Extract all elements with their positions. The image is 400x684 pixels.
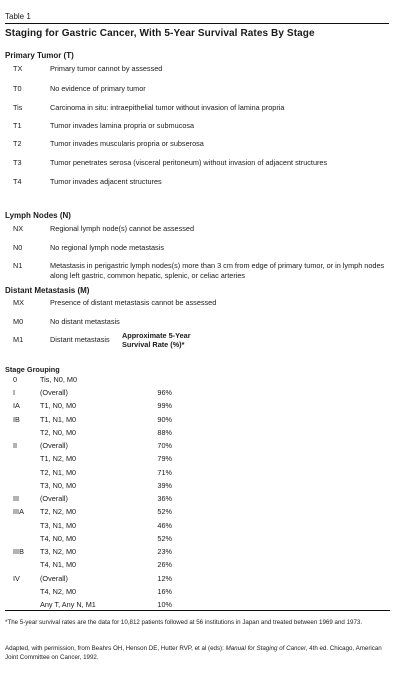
category-description: Tumor penetrates serosa (visceral peritoneum) without invasion of adjacent structures — [50, 158, 328, 167]
survival-rate: 16% — [157, 587, 172, 596]
category-code: Tis — [13, 103, 23, 112]
tnm-combination: T4, N2, M0 — [40, 587, 77, 596]
primary-tumor-heading: Primary Tumor (T) — [5, 51, 74, 60]
tnm-combination: T1, N1, M0 — [40, 415, 77, 424]
survival-rate: 12% — [157, 574, 172, 583]
tnm-combination: T3, N0, M0 — [40, 481, 77, 490]
category-description: Carcinoma in situ: intraepithelial tumor without invasion of lamina propria — [50, 103, 285, 112]
tnm-combination: T3, N1, M0 — [40, 521, 77, 530]
category-description: Distant metastasis — [50, 335, 110, 344]
stage-label: I — [13, 388, 16, 397]
category-description: Metastasis in perigastric lymph nodes(s) more than 3 cm from edge of primary tumor, or in lymph nodes along left gastric, common hepatic, splenic, or celiac arteries — [50, 261, 385, 281]
stage-label: 0 — [13, 375, 18, 384]
category-code: M0 — [13, 317, 24, 326]
survival-rate: 52% — [157, 507, 172, 516]
stage-label: II — [13, 441, 18, 450]
survival-rate: 79% — [157, 454, 172, 463]
category-description: Tumor invades adjacent structures — [50, 177, 162, 186]
category-code: T0 — [13, 84, 22, 93]
tnm-combination: T2, N1, M0 — [40, 468, 77, 477]
survival-rate: 96% — [157, 388, 172, 397]
survival-rate: 23% — [157, 547, 172, 556]
tnm-combination: T1, N0, M0 — [40, 401, 77, 410]
survival-rate: 70% — [157, 441, 172, 450]
tnm-combination: (Overall) — [40, 574, 68, 583]
tnm-combination: Any T, Any N, M1 — [40, 600, 96, 609]
survival-rate: 39% — [157, 481, 172, 490]
stage-label: IIIB — [13, 547, 24, 556]
tnm-combination: T1, N2, M0 — [40, 454, 77, 463]
lymph-nodes-heading: Lymph Nodes (N) — [5, 211, 71, 220]
source-prefix: Adapted, with permission, from Beahrs OH, Henson DE, Hutter RVP, et al (eds): — [5, 645, 226, 652]
tnm-combination: T3, N2, M0 — [40, 547, 77, 556]
title-rule — [5, 23, 389, 24]
category-description: No distant metastasis — [50, 317, 120, 326]
stage-label: IA — [13, 401, 20, 410]
table-label: Table 1 — [5, 12, 31, 21]
survival-rate: 10% — [157, 600, 172, 609]
stage-grouping-heading: Stage Grouping — [5, 365, 60, 374]
survival-rate: 90% — [157, 415, 172, 424]
category-description: Presence of distant metastasis cannot be assessed — [50, 298, 217, 307]
stage-label: III — [13, 494, 20, 503]
tnm-combination: (Overall) — [40, 441, 68, 450]
stage-label: IIIA — [13, 507, 24, 516]
survival-rate-heading-line1: Approximate 5-Year — [122, 331, 191, 340]
category-code: N1 — [13, 261, 23, 270]
category-description: Tumor invades muscularis propria or subserosa — [50, 139, 204, 148]
tnm-combination: Tis, N0, M0 — [40, 375, 78, 384]
category-code: MX — [13, 298, 24, 307]
category-code: T1 — [13, 121, 22, 130]
tnm-combination: (Overall) — [40, 388, 68, 397]
survival-rate: 52% — [157, 534, 172, 543]
footnote-rule — [5, 610, 390, 611]
tnm-combination: T2, N2, M0 — [40, 507, 77, 516]
tnm-combination: (Overall) — [40, 494, 68, 503]
category-code: T3 — [13, 158, 22, 167]
tnm-combination: T4, N0, M0 — [40, 534, 77, 543]
category-description: No evidence of primary tumor — [50, 84, 146, 93]
category-code: TX — [13, 64, 23, 73]
category-description: No regional lymph node metastasis — [50, 243, 164, 252]
category-code: N0 — [13, 243, 23, 252]
survival-footnote: *The 5-year survival rates are the data for 10,812 patients followed at 56 institutions in Japan and treated between 1969 and 1973. — [5, 619, 363, 626]
source-title: Manual for Staging of Cancer, — [225, 645, 308, 652]
stage-label: IV — [13, 574, 20, 583]
survival-rate: 71% — [157, 468, 172, 477]
survival-rate: 46% — [157, 521, 172, 530]
distant-metastasis-heading: Distant Metastasis (M) — [5, 286, 90, 295]
survival-rate: 88% — [157, 428, 172, 437]
survival-rate: 36% — [157, 494, 172, 503]
category-description: Primary tumor cannot by assessed — [50, 64, 163, 73]
category-code: NX — [13, 224, 24, 233]
category-code: T2 — [13, 139, 22, 148]
source-footnote — [5, 645, 390, 662]
survival-rate-heading — [122, 331, 212, 349]
tnm-combination: T4, N1, M0 — [40, 560, 77, 569]
survival-rate: 26% — [157, 560, 172, 569]
category-description: Tumor invades lamina propria or submucosa — [50, 121, 195, 130]
survival-rate: 99% — [157, 401, 172, 410]
stage-label: IB — [13, 415, 20, 424]
category-description: Regional lymph node(s) cannot be assessed — [50, 224, 194, 233]
source-suffix: 4th ed. Chicago, American Joint Committee on Cancer, 1992. — [5, 645, 382, 661]
survival-rate-heading-line2: Survival Rate (%)* — [122, 340, 185, 349]
tnm-combination: T2, N0, M0 — [40, 428, 77, 437]
category-code: M1 — [13, 335, 24, 344]
category-code: T4 — [13, 177, 22, 186]
table-title: Staging for Gastric Cancer, With 5-Year Survival Rates By Stage — [5, 28, 315, 39]
